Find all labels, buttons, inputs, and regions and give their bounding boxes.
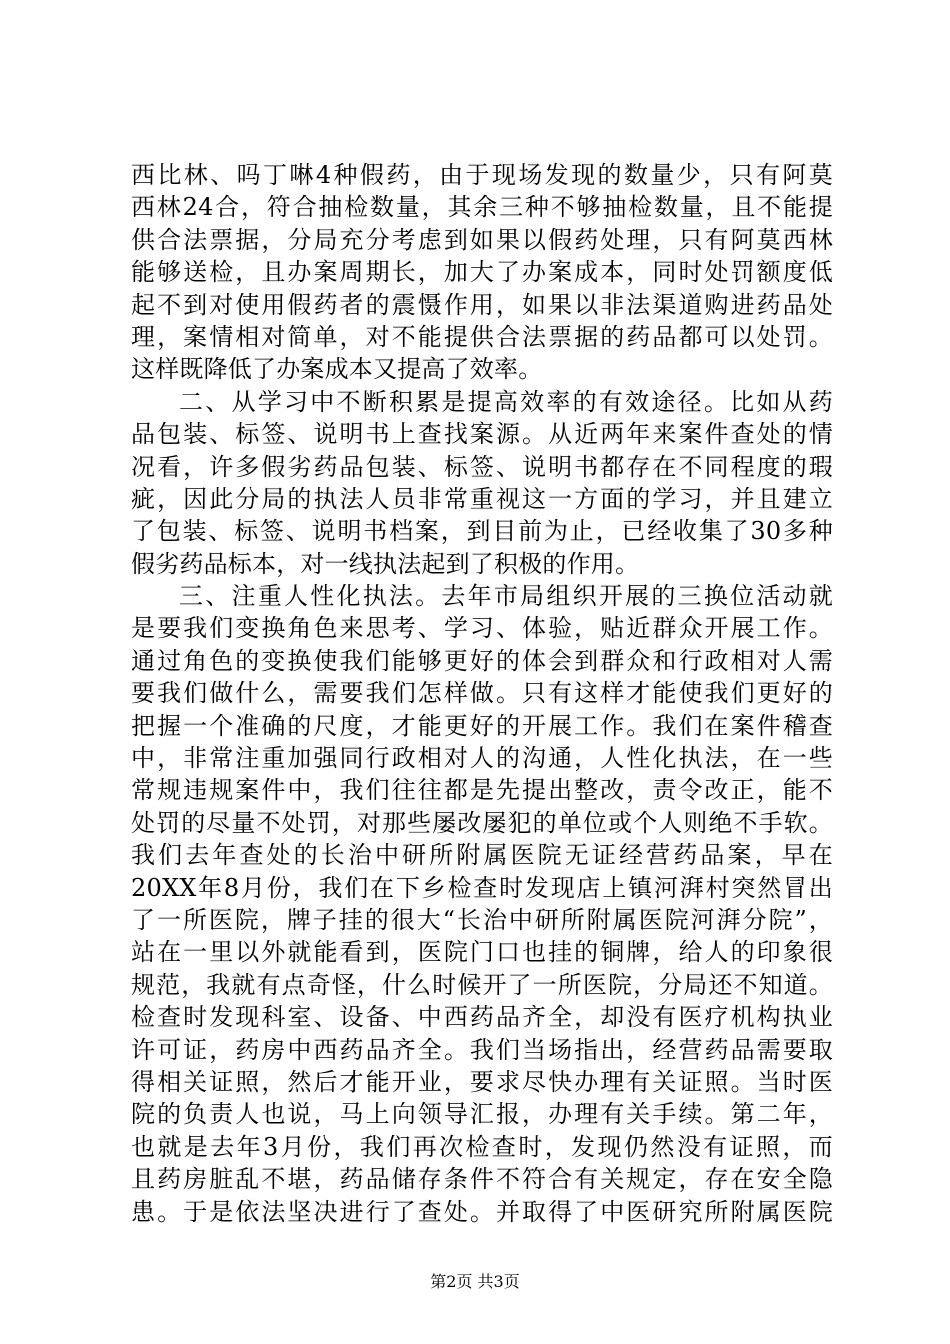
page-number-label: 第2页 共3页 xyxy=(430,1272,520,1291)
text-line: 能够送检，且办案周期长，加大了办案成本，同时处罚额度低 xyxy=(131,258,833,287)
text-line: 西林24合，符合抽检数量，其余三种不够抽检数量，且不能提 xyxy=(131,193,833,222)
text-line: 患。于是依法坚决进行了查处。并取得了中医研究所附属医院 xyxy=(131,1197,833,1226)
text-line: 站在一里以外就能看到，医院门口也挂的铜牌，给人的印象很 xyxy=(131,938,833,967)
text-line: 西比林、吗丁啉4种假药，由于现场发现的数量少，只有阿莫 xyxy=(131,161,833,189)
text-line: 常规违规案件中，我们往往都是先提出整改，责令改正，能不 xyxy=(131,776,833,805)
document-body xyxy=(131,159,833,1228)
text-line: 况看，许多假劣药品包装、标签、说明书都存在不同程度的瑕 xyxy=(131,452,833,481)
text-line: 要我们做什么，需要我们怎样做。只有这样才能使我们更好的 xyxy=(131,679,833,708)
text-line: 规范，我就有点奇怪，什么时候开了一所医院，分局还不知道。 xyxy=(131,970,833,999)
text-line: 疵，因此分局的执法人员非常重视这一方面的学习，并且建立 xyxy=(131,484,833,513)
text-line: 理，案情相对简单，对不能提供合法票据的药品都可以处罚。 xyxy=(131,322,833,351)
text-line: 许可证，药房中西药品齐全。我们当场指出，经营药品需要取 xyxy=(131,1035,833,1064)
text-line: 我们去年查处的长治中研所附属医院无证经营药品案，早在 xyxy=(131,841,833,870)
page-footer xyxy=(0,1272,950,1292)
text-line: 且药房脏乱不堪，药品储存条件不符合有关规定，存在安全隐 xyxy=(131,1165,833,1194)
text-line: 把握一个准确的尺度，才能更好的开展工作。我们在案件稽查 xyxy=(131,711,833,740)
text-line: 起不到对使用假药者的震慑作用，如果以非法渠道购进药品处 xyxy=(131,290,833,319)
text-line: 三、注重人性化执法。去年市局组织开展的三换位活动就 xyxy=(179,582,833,611)
text-line: 中，非常注重加强同行政相对人的沟通，人性化执法，在一些 xyxy=(131,744,833,773)
text-line: 也就是去年3月份，我们再次检查时，发现仍然没有证照，而 xyxy=(131,1132,833,1161)
text-line: 供合法票据，分局充分考虑到如果以假药处理，只有阿莫西林 xyxy=(131,225,833,254)
text-line: 了包装、标签、说明书档案，到目前为止，已经收集了30多种 xyxy=(131,517,833,546)
text-line: 二、从学习中不断积累是提高效率的有效途径。比如从药 xyxy=(179,387,833,416)
text-line: 了一所医院，牌子挂的很大“长治中研所附属医院河湃分院”， xyxy=(131,905,833,934)
text-line: 是要我们变换角色来思考、学习、体验，贴近群众开展工作。 xyxy=(131,614,833,643)
text-line: 检查时发现科室、设备、中西药品齐全，却没有医疗机构执业 xyxy=(131,1003,833,1032)
text-line: 院的负责人也说，马上向领导汇报，办理有关手续。第二年， xyxy=(131,1100,833,1129)
text-line: 20XX年8月份，我们在下乡检查时发现店上镇河湃村突然冒出 xyxy=(131,873,833,902)
text-line: 通过角色的变换使我们能够更好的体会到群众和行政相对人需 xyxy=(131,646,833,675)
text-line: 得相关证照，然后才能开业，要求尽快办理有关证照。当时医 xyxy=(131,1067,833,1096)
text-line: 这样既降低了办案成本又提高了效率。 xyxy=(131,355,543,384)
text-line: 品包装、标签、说明书上查找案源。从近两年来案件查处的情 xyxy=(131,420,833,449)
text-line: 处罚的尽量不处罚，对那些屡改屡犯的单位或个人则绝不手软。 xyxy=(131,808,833,837)
text-line: 假劣药品标本，对一线执法起到了积极的作用。 xyxy=(131,549,640,578)
